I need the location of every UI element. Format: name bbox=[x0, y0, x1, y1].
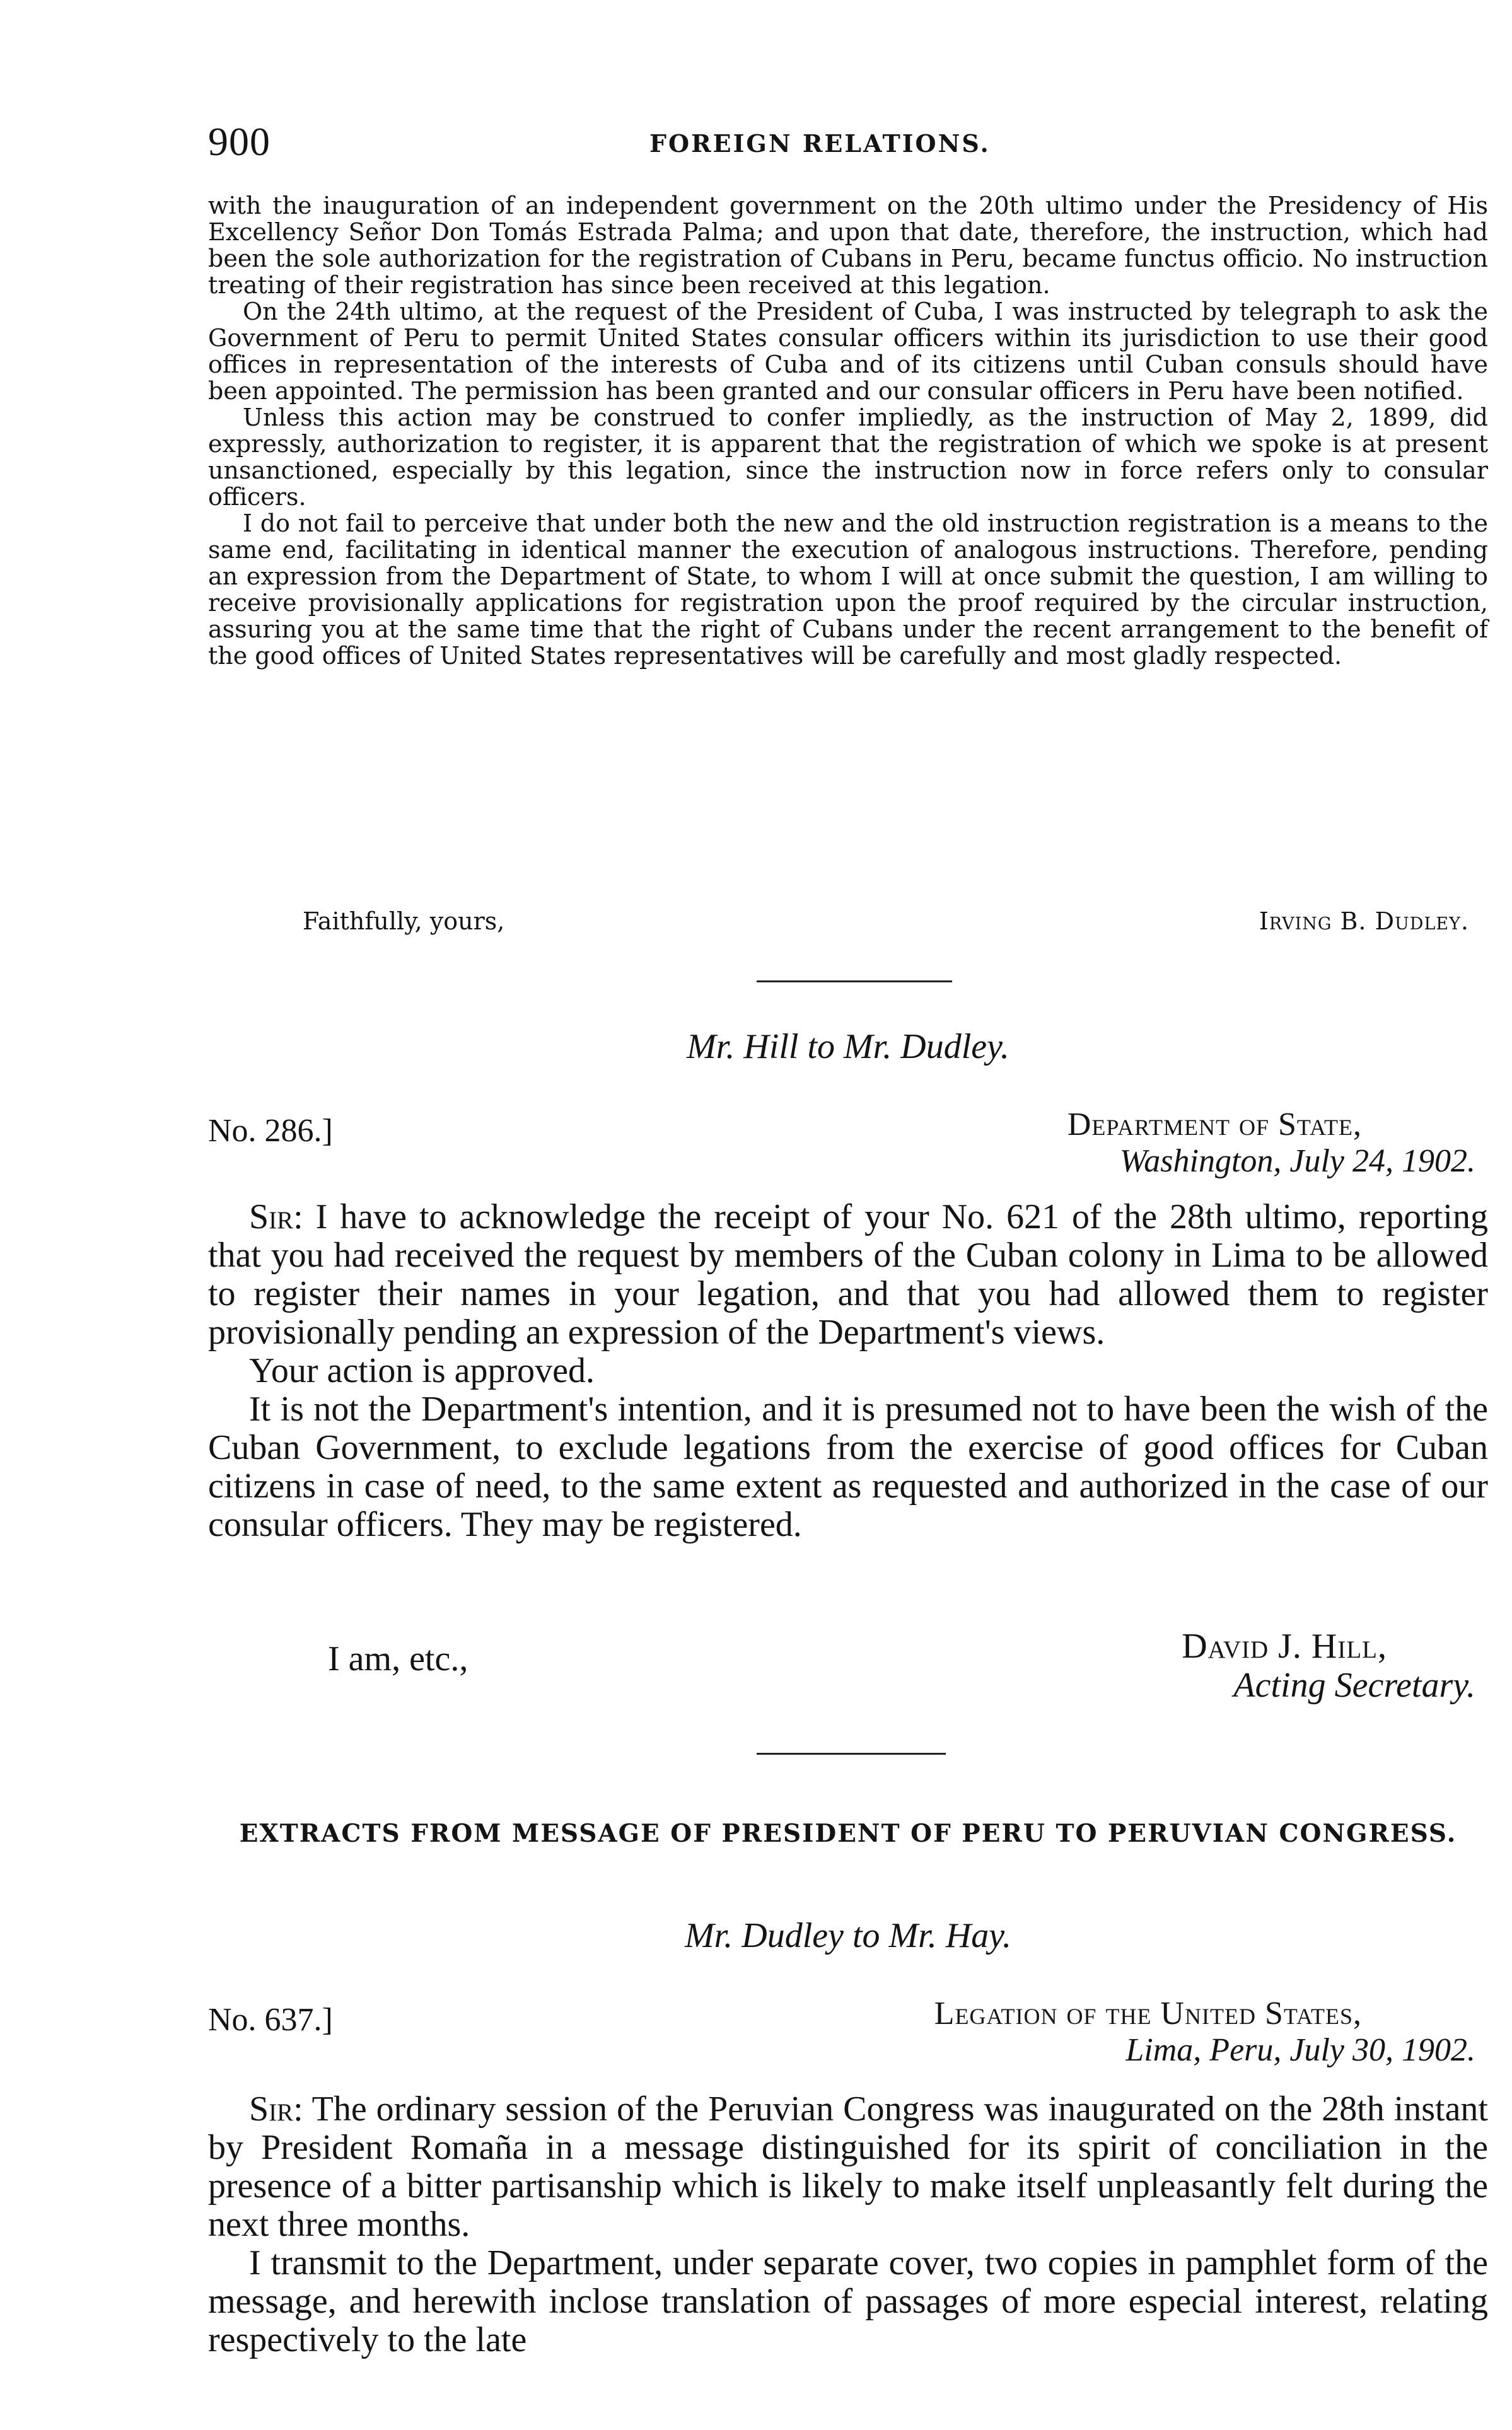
letter-2-number: No. 286.] bbox=[208, 1113, 333, 1149]
letter-2-dateline bbox=[208, 1107, 1488, 1189]
letter-2-closing bbox=[208, 1627, 1488, 1715]
separator-rule bbox=[757, 980, 952, 982]
letter-2-paragraph-1 bbox=[208, 1198, 1488, 1352]
letter-3-dateline bbox=[208, 1996, 1488, 2078]
letter-3-legation: Legation of the United States, bbox=[934, 1996, 1362, 2032]
letter-2-place-date: Washington, July 24, 1902. bbox=[1119, 1143, 1475, 1179]
letter-3-paragraph-1 bbox=[208, 2090, 1488, 2244]
letter-3-salutation: Sir bbox=[249, 2090, 294, 2129]
letter-1-signature: Irving B. Dudley. bbox=[1259, 907, 1469, 935]
letter-1-paragraph-2: On the 24th ultimo, at the request of the President of Cuba, I was instructed by telegraph to ask the Government of Peru to permit United States consular officers within its jurisdiction to use their good offices in representation of the interests of Cuba and of its citizens until Cuban consuls should have been appointed. The permission has been granted and our consular officers in Peru have been notified. bbox=[208, 298, 1488, 405]
letter-3-paragraph-2: I transmit to the Department, under separate cover, two copies in pamphlet form of the message, and herewith inclose translation of passages of more especial interest, relating respectively to the late bbox=[208, 2243, 1488, 2359]
letter-2-paragraph-3: It is not the Department's intention, and it is presumed not to have been the wish of the Cuban Government, to exclude legations from the exercise of good offices for Cuban citizens in case of need, to the same extent as requested and authorized in the case of our consular officers. They may be registered. bbox=[208, 1390, 1488, 1544]
letter-2-salutation: Sir bbox=[249, 1197, 294, 1236]
letter-3-title: Mr. Dudley to Mr. Hay. bbox=[685, 1916, 1011, 1955]
letter-1-valediction: Faithfully, yours, bbox=[303, 907, 505, 935]
letter-2-body bbox=[208, 1198, 1488, 1544]
letter-1-closing bbox=[208, 902, 1488, 939]
letter-2-signature-name: David J. Hill, bbox=[1182, 1627, 1387, 1666]
section-heading: EXTRACTS FROM MESSAGE OF PRESIDENT OF PERU TO PERUVIAN CONGRESS. bbox=[239, 1819, 1457, 1848]
page-number: 900 bbox=[208, 119, 270, 164]
page-header bbox=[208, 120, 1457, 164]
letter-1-body bbox=[208, 192, 1488, 669]
letter-1-paragraph-1: with the inauguration of an independent government on the 20th ultimo under the Presidency of His Excellency Señor Don Tomás Estrada Palma; and upon that date, therefore, the instruction, which had been the sole authorization for the registration of Cubans in Peru, became functus officio. No instruction treating of their registration has since been received at this legation. bbox=[208, 192, 1488, 299]
letter-2-paragraph-1-text: : I have to acknowledge the receipt of your No. 621 of the 28th ultimo, reporting that you had received the request by members of the Cuban colony in Lima to be allowed to register their names in your legation, and that you had allowed them to register provisionally pending an expression of the Department's views. bbox=[208, 1197, 1488, 1352]
letter-2-department: Department of State, bbox=[1067, 1107, 1362, 1142]
letter-2-valediction: I am, etc., bbox=[328, 1639, 468, 1678]
letter-3-place-date: Lima, Peru, July 30, 1902. bbox=[1125, 2032, 1475, 2068]
letter-2-paragraph-2: Your action is approved. bbox=[249, 1351, 595, 1390]
letter-3-number: No. 637.] bbox=[208, 2002, 333, 2038]
separator-rule bbox=[757, 1753, 946, 1755]
letter-2-title: Mr. Hill to Mr. Dudley. bbox=[687, 1027, 1009, 1066]
letter-1-paragraph-4: I do not fail to perceive that under both the new and the old instruction registration is a means to the same end, facilitating in identical manner the execution of analogous instructions. Therefore, pending an expression from the Department of State, to whom I will at once submit the question, I am willing to receive provisionally applications for registration upon the proof required by the circular instruction, assuring you at the same time that the right of Cubans under the recent arrangement to the benefit of the good offices of United States representatives will be carefully and most gladly respected. bbox=[208, 509, 1488, 670]
letter-3-body bbox=[208, 2090, 1488, 2359]
letter-1-paragraph-3: Unless this action may be construed to confer impliedly, as the instruction of May 2, 1899, did expressly, authorization to register, it is apparent that the registration of which we spoke is at present unsanctioned, especially by this legation, since the instruction now in force refers only to consular officers. bbox=[208, 404, 1488, 511]
letter-3-paragraph-1-text: : The ordinary session of the Peruvian Congress was inaugurated on the 28th instant by President Romaña in a message distinguished for its spirit of conciliation in the presence of a bitter partisanship which is likely to make itself unpleasantly felt during the next three months. bbox=[208, 2090, 1488, 2244]
running-head: FOREIGN RELATIONS. bbox=[649, 129, 991, 158]
letter-2-signature-role: Acting Secretary. bbox=[1233, 1666, 1475, 1705]
